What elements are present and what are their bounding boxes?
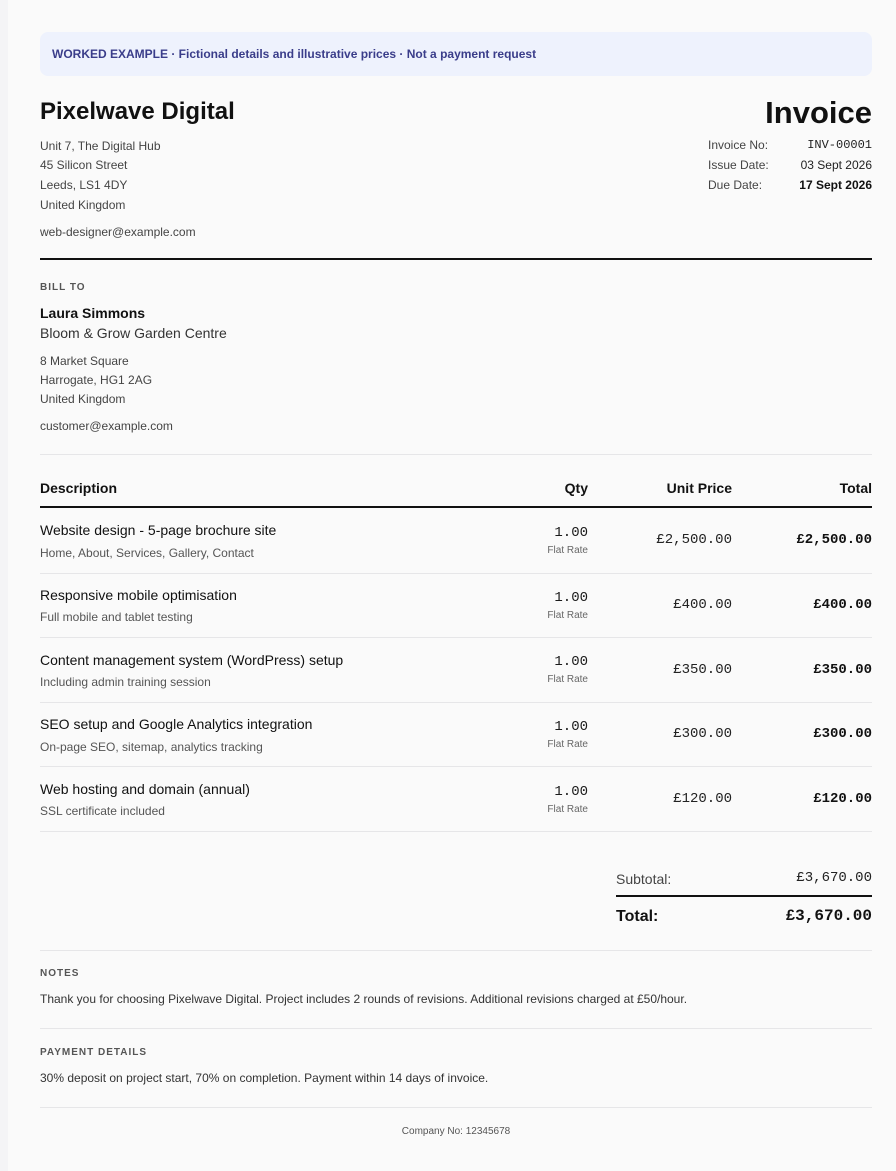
notes-text: Thank you for choosing Pixelwave Digital. Project includes 2 rounds of revisions. Additional revisions charged at £50/hour. [40,992,688,1006]
item-description: SEO setup and Google Analytics integration [40,716,313,732]
item-detail: Full mobile and tablet testing [40,610,193,624]
item-detail: On-page SEO, sitemap, analytics tracking [40,740,263,754]
column-header-qty: Qty [564,480,588,496]
column-header-description: Description [40,480,118,496]
invoice-number: INV-00001 [807,138,872,152]
company-address-line: Unit 7, The Digital Hub [40,139,161,153]
client-address-line: United Kingdom [40,392,126,406]
divider [40,1028,872,1029]
payment-details-text: 30% deposit on project start, 70% on completion. Payment within 14 days of invoice. [40,1071,489,1085]
item-total: £300.00 [813,726,872,742]
notes-label: NOTES [40,968,80,979]
item-unit: Flat Rate [547,674,588,685]
total-value: £3,670.00 [785,907,872,925]
item-qty: 1.00 [554,590,588,606]
item-detail: SSL certificate included [40,804,165,818]
row-divider [40,573,872,574]
divider [40,454,872,455]
issue-date: 03 Sept 2026 [800,158,872,172]
item-total: £400.00 [813,597,872,613]
header-divider [40,258,872,260]
total-divider [616,895,872,897]
item-price: £120.00 [673,791,732,807]
item-description: Content management system (WordPress) setup [40,652,344,668]
row-divider [40,702,872,703]
row-divider [40,637,872,638]
due-date: 17 Sept 2026 [799,178,872,192]
item-description: Responsive mobile optimisation [40,587,237,603]
column-header-total: Total [839,480,872,496]
company-number: Company No: 12345678 [401,1126,511,1137]
company-name: Pixelwave Digital [40,98,235,125]
company-address-line: Leeds, LS1 4DY [40,178,128,192]
column-header-unit-price: Unit Price [666,480,732,496]
divider [40,950,872,951]
example-banner: WORKED EXAMPLE · Fictional details and illustrative prices · Not a payment request [40,32,872,76]
company-address-line: 45 Silicon Street [40,158,128,172]
subtotal-label: Subtotal: [616,871,672,887]
client-name: Laura Simmons [40,305,146,321]
payment-details-label: PAYMENT DETAILS [40,1047,148,1058]
invoice-title: Invoice [765,95,872,130]
row-divider [40,831,872,832]
subtotal-value: £3,670.00 [796,870,872,886]
item-price: £300.00 [673,726,732,742]
item-total: £120.00 [813,791,872,807]
item-qty: 1.00 [554,784,588,800]
invoice-number-label: Invoice No: [708,138,769,152]
company-address-line: United Kingdom [40,198,126,212]
item-detail: Including admin training session [40,675,211,689]
item-qty: 1.00 [554,719,588,735]
client-email: customer@example.com [40,419,173,433]
invoice-page [8,0,896,1171]
item-unit: Flat Rate [547,610,588,621]
item-total: £2,500.00 [796,532,872,548]
item-total: £350.00 [813,662,872,678]
item-description: Website design - 5-page brochure site [40,522,277,538]
bill-to-label: BILL TO [40,282,86,293]
divider [40,1107,872,1108]
client-address-line: Harrogate, HG1 2AG [40,373,153,387]
item-price: £400.00 [673,597,732,613]
issue-date-label: Issue Date: [708,158,769,172]
client-company: Bloom & Grow Garden Centre [40,325,227,341]
client-address-line: 8 Market Square [40,354,129,368]
row-divider [40,766,872,767]
item-description: Web hosting and domain (annual) [40,781,250,797]
item-price: £2,500.00 [656,532,732,548]
item-unit: Flat Rate [547,739,588,750]
table-header-divider [40,506,872,508]
item-unit: Flat Rate [547,804,588,815]
total-label: Total: [616,908,659,925]
company-email: web-designer@example.com [40,225,196,239]
due-date-label: Due Date: [708,178,763,192]
item-qty: 1.00 [554,654,588,670]
item-detail: Home, About, Services, Gallery, Contact [40,546,254,560]
item-qty: 1.00 [554,525,588,541]
item-unit: Flat Rate [547,545,588,556]
item-price: £350.00 [673,662,732,678]
